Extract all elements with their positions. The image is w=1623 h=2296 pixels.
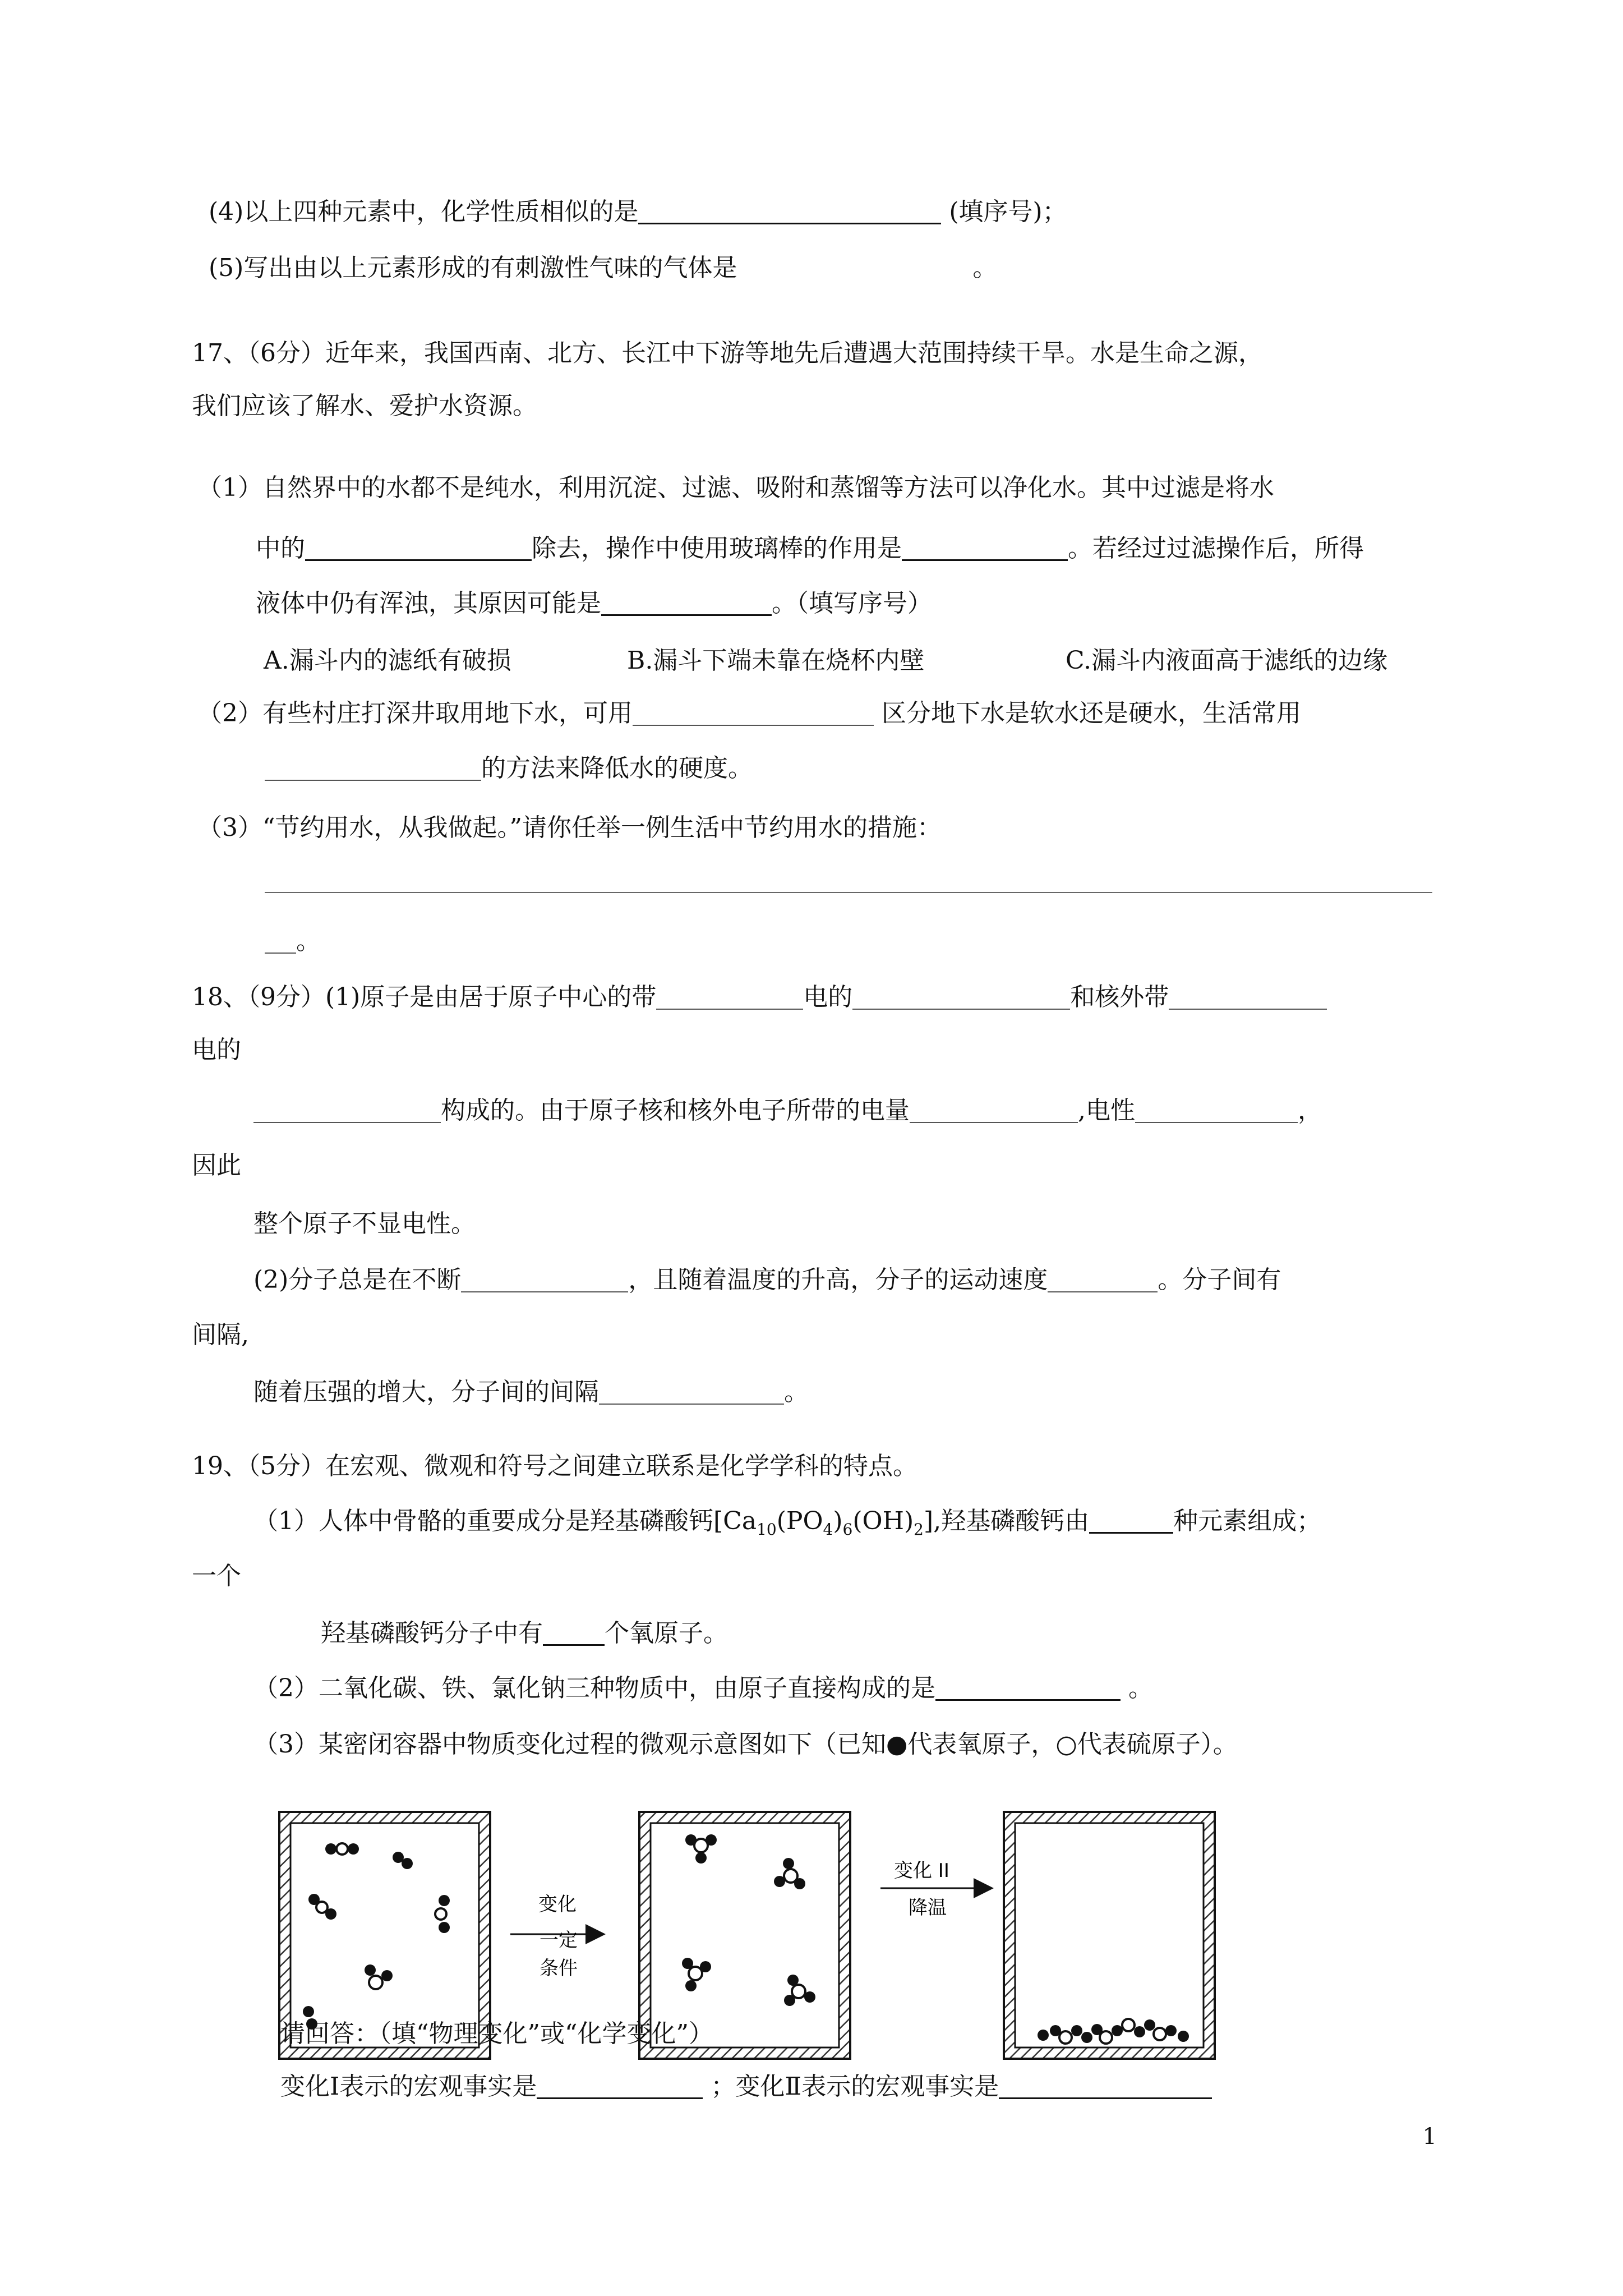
q16-part5: (5)写出由以上元素形成的有刺激性气味的气体是 。 xyxy=(209,254,998,282)
q18-line2: 电的 xyxy=(192,1036,241,1064)
answer-blank[interactable] xyxy=(305,535,532,561)
q17-part3-end: 。 xyxy=(265,924,321,958)
q17-part2-line2: 的方法来降低水的硬度。 xyxy=(265,752,753,785)
answer-blank[interactable] xyxy=(638,198,941,224)
answer-blank[interactable] xyxy=(265,755,481,781)
container-after xyxy=(1004,1812,1215,2059)
answer-blank[interactable] xyxy=(265,928,296,954)
q19-header: 19、（5分）在宏观、微观和符号之间建立联系是化学学科的特点。 xyxy=(192,1452,917,1480)
q17-header-cont: 我们应该了解水、爱护水资源。 xyxy=(192,392,537,420)
answer-blank[interactable] xyxy=(1089,1507,1173,1534)
page-number: 1 xyxy=(1422,2124,1437,2150)
answer-blank[interactable] xyxy=(910,1097,1078,1123)
answer-blank[interactable] xyxy=(852,984,1070,1010)
answer-blank[interactable] xyxy=(599,1379,784,1405)
answer-blank[interactable] xyxy=(253,1097,441,1123)
arrow1-label-top: 变化 xyxy=(538,1893,577,1916)
q19-answer-prompt: 请回答：（填“物理变化”或“化学变化”） xyxy=(280,2019,713,2048)
q19-part1-line2: 一个 xyxy=(192,1562,241,1590)
q18-line6: (2)分子总是在不断 ，且随着温度的升高，分子的运动速度 。分子间有 xyxy=(253,1266,1281,1294)
q17-part1-line2: 中的 除去，操作中使用玻璃棒的作用是 。若经过过滤操作后，所得 xyxy=(256,534,1364,563)
q19-part3: （3）某密闭容器中物质变化过程的微观示意图如下（已知●代表氧原子，○代表硫原子）。 xyxy=(253,1730,1238,1759)
answer-blank[interactable] xyxy=(543,1619,605,1646)
answer-blank[interactable] xyxy=(633,700,874,726)
q18-line7: 间隔, xyxy=(192,1320,249,1349)
q17-option-b: B.漏斗下端未靠在烧杯内壁 xyxy=(627,646,925,675)
q17-part2-line1: （2）有些村庄打深井取用地下水，可用 区分地下水是软水还是硬水，生活常用 xyxy=(197,699,1301,728)
arrow2-label-bot: 降温 xyxy=(909,1897,947,1919)
answer-line[interactable] xyxy=(265,892,1432,893)
q17-header: 17、（6分）近年来，我国西南、北方、长江中下游等地先后遭遇大范围持续干旱。水是生命之源， xyxy=(192,339,1263,367)
q19-answer-line: 变化Ⅰ表示的宏观事实是 ；变化Ⅱ表示的宏观事实是 xyxy=(280,2070,1212,2104)
answer-blank[interactable] xyxy=(902,535,1068,561)
q19-part1-line1: （1）人体中骨骼的重要成分是羟基磷酸钙$[Ca_{10}(PO_4)_6(OH)_2]$,羟基磷酸钙由 种元素组成； xyxy=(253,1507,1322,1539)
arrow1-label-bot: 条件 xyxy=(540,1957,578,1980)
q18-line3: 构成的。由于原子核和核外电子所带的电量 ,电性 ， xyxy=(253,1094,1322,1128)
q18-line8: 随着压强的增大，分子间的间隔 。 xyxy=(253,1378,809,1406)
q18-line5: 整个原子不显电性。 xyxy=(253,1209,476,1238)
answer-blank[interactable] xyxy=(999,2073,1212,2099)
q16-part4: (4)以上四种元素中，化学性质相似的是 (填序号)； xyxy=(209,197,1067,226)
arrow-change-2 xyxy=(880,1860,990,1919)
q17-part3: （3）“节约用水，从我做起。”请你任举一例生活中节约用水的措施： xyxy=(197,813,942,842)
q19-part1-line3: 羟基磷酸钙分子中有 个氧原子。 xyxy=(321,1619,728,1648)
arrow2-label-top: 变化 II xyxy=(894,1860,949,1882)
q18-line1: 18、（9分）(1)原子是由居于原子中心的带 电的 和核外带 xyxy=(192,981,1327,1014)
answer-blank[interactable] xyxy=(656,984,803,1010)
q17-option-c: C.漏斗内液面高于滤纸的边缘 xyxy=(1066,646,1388,675)
arrow1-label-mid: 一定 xyxy=(540,1929,578,1952)
answer-blank[interactable] xyxy=(1169,984,1327,1010)
answer-blank[interactable] xyxy=(935,1674,1121,1701)
q17-option-a: A.漏斗内的滤纸有破损 xyxy=(264,646,511,675)
answer-blank[interactable] xyxy=(461,1267,628,1292)
q17-part1-line3: 液体中仍有浑浊，其原因可能是 。（填写序号） xyxy=(256,589,932,618)
q18-line4: 因此 xyxy=(192,1151,241,1180)
q17-part1-line1: （1）自然界中的水都不是纯水，利用沉淀、过滤、吸附和蒸馏等方法可以净化水。其中过滤是将水 xyxy=(197,473,1274,502)
answer-blank[interactable] xyxy=(601,590,772,616)
answer-blank[interactable] xyxy=(1048,1267,1158,1292)
answer-blank[interactable] xyxy=(537,2073,703,2099)
arrow-change-1 xyxy=(510,1893,602,1980)
q19-part2: （2）二氧化碳、铁、氯化钠三种物质中，由原子直接构成的是 。 xyxy=(253,1674,1153,1703)
answer-blank[interactable] xyxy=(1135,1097,1298,1123)
